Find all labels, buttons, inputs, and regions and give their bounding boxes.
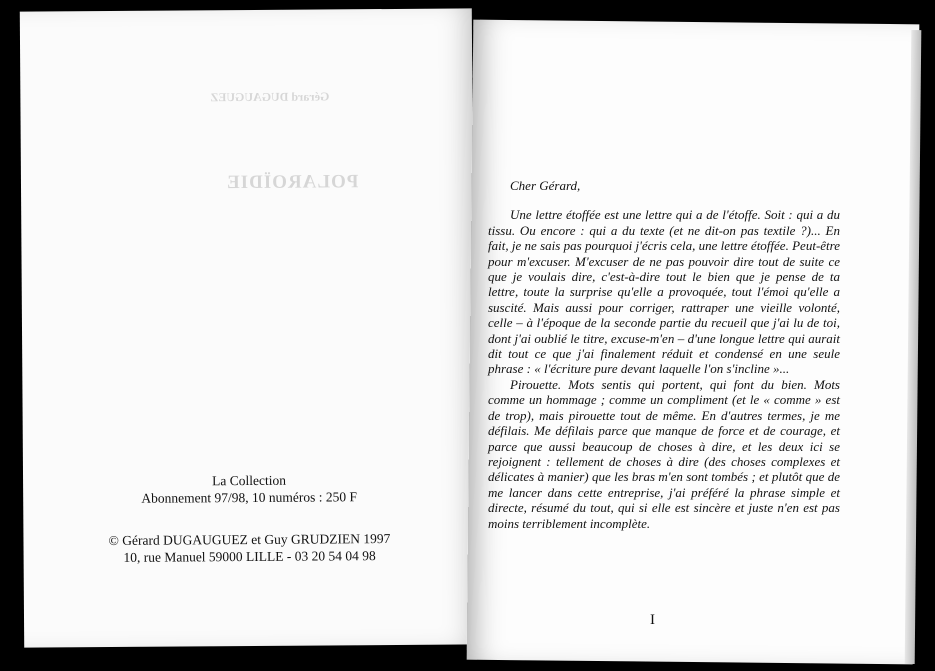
copyright-line: © Gérard DUGAUGUEZ et Guy GRUDZIEN 1997 bbox=[108, 531, 391, 548]
letter-paragraph-2: Pirouette. Mots sentis qui portent, qui font du bien. Mots comme un hommage ; comme un compliment (et le « comme » est de trop), mais pirouette tout de même. En d'autres termes, je me défilais. Me défilais parce que manque de force et de courage, et parce que aussi beaucoup de choses à dire, et les deux ici se rejoignent : tellement de choses à dire (des choses complexes et délicates à manier) que les bras m'en sont tombés ; et plutôt que de me lancer dans cette entreprise, j'ai préféré la phrase simple et directe, résumé du tout, qui si elle est sincère et juste n'en est pas moins terriblement incomplète. bbox=[488, 376, 840, 531]
letter-body bbox=[488, 178, 840, 531]
letter-salutation: Cher Gérard, bbox=[510, 178, 581, 193]
letter-paragraph-1: Une lettre étoffée est une lettre qui a de l'étoffe. Soit : qui a du tissu. Ou encore : qui a du texte (et ne dit-on pas textile ?)... En fait, je ne sais pas pourquoi j'écris cela, une lettre étoffée. Peut-être pour m'excuser. M'excuser de ne pas pouvoir dire tout de suite ce que je voulais dire, c'est-à-dire tout le bien que je pense de ta lettre, toute la surprise qu'elle a provoquée, tout l'émoi qu'elle a suscité. Mais aussi pour corriger, rattraper une vieille volonté, celle – à l'époque de la seconde partie du recueil que j'ai lu de toi, dont j'ai oublié le titre, excuse-m'en – d'une longue lettre qui aurait dit tout ce que j'ai finalement réduit et condensé en une seule phrase : « l'écriture pure devant laquelle l'on s'incline »... bbox=[488, 207, 840, 377]
show-through-title: POLAROÏDIE bbox=[225, 171, 359, 194]
subscription-info: Abonnement 97/98, 10 numéros : 250 F bbox=[141, 489, 358, 506]
page-number: I bbox=[650, 612, 655, 628]
show-through-author: Gérard DUGAUGUEZ bbox=[210, 89, 330, 105]
left-page bbox=[20, 8, 476, 647]
address-line: 10, rue Manuel 59000 LILLE - 03 20 54 04 98 bbox=[123, 548, 376, 565]
collection-label: La Collection bbox=[212, 472, 287, 489]
